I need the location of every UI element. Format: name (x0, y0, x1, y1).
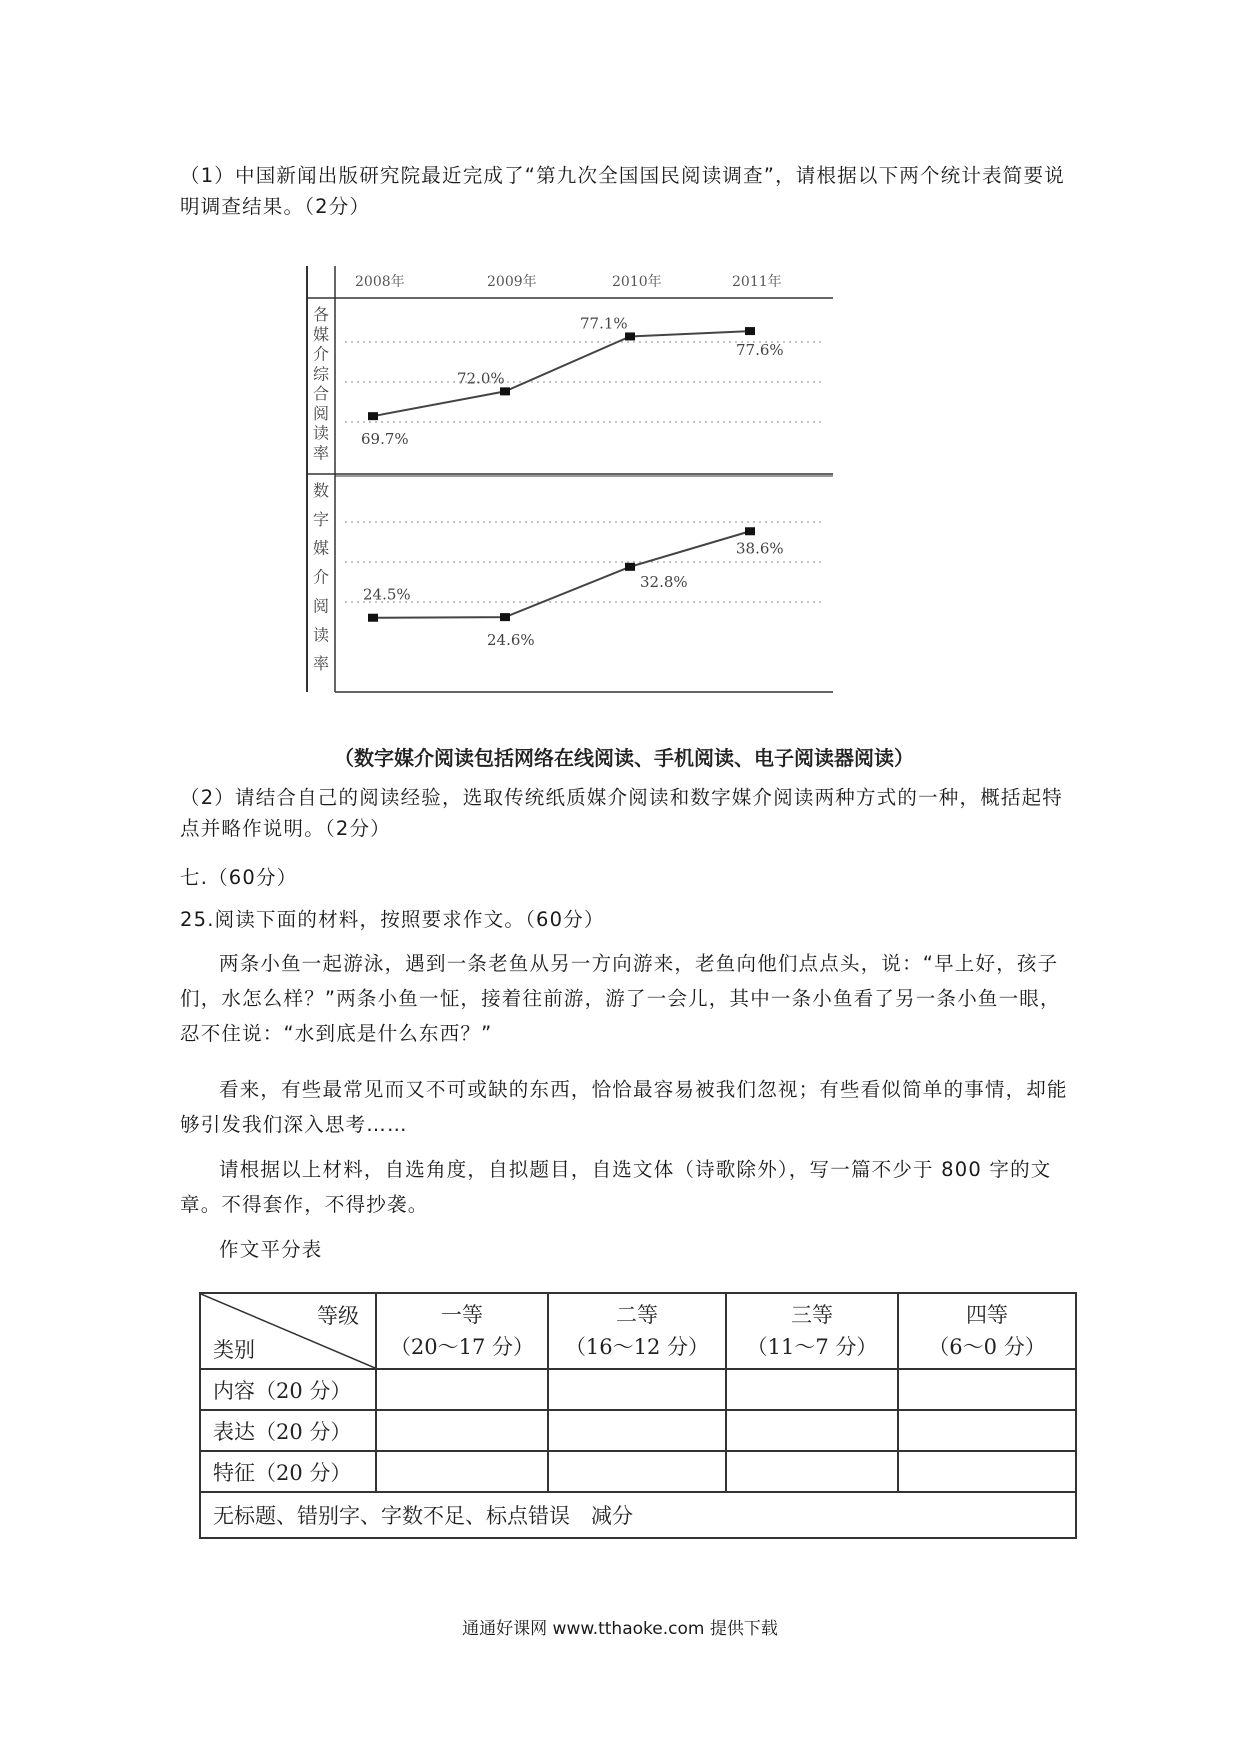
table-row (200, 1451, 1076, 1492)
data-label: 72.0% (457, 369, 505, 388)
corner-category-label: 类别 (213, 1338, 255, 1362)
scoring-table (199, 1292, 1077, 1539)
table-corner (200, 1293, 376, 1369)
x-tick-label: 2010年 (612, 274, 662, 290)
data-point (500, 613, 510, 621)
panel-label-char: 介 (313, 344, 330, 364)
grade-3-header: 三等 （11～7 分） (726, 1293, 898, 1369)
panel-label-char: 读 (313, 625, 330, 645)
data-label: 69.7% (361, 430, 409, 449)
panel-label-char: 综 (313, 364, 330, 384)
insight-paragraph: 看来，有些最常见而又不可或缺的东西，恰恰最容易被我们忽视；有些看似简单的事情，却能够引发我们深入思考…… (180, 1078, 1068, 1136)
reading-rate-chart (295, 262, 835, 702)
data-label: 77.1% (580, 314, 628, 333)
grade-1-header: 一等 （20～17 分） (376, 1293, 548, 1369)
panel-label-char: 阅 (313, 596, 330, 616)
panel-label-char: 合 (313, 384, 330, 403)
data-point (625, 563, 635, 571)
x-tick-label: 2009年 (487, 274, 537, 290)
panel-label-char: 介 (313, 567, 330, 587)
section-7-heading: 七.（60分） (180, 866, 298, 889)
data-point (368, 412, 378, 420)
deduction-row: 无标题、错别字、字数不足、标点错误 减分 (200, 1492, 1076, 1538)
table-title: 作文平分表 (219, 1238, 323, 1261)
data-point (745, 327, 755, 335)
data-point (625, 332, 635, 340)
panel-label-char: 字 (313, 509, 330, 529)
question-1: （1）中国新闻出版研究院最近完成了“第九次全国国民阅读调查”，请根据以下两个统计表简要说明调查结果。（2分） (180, 164, 1065, 218)
data-point (368, 614, 378, 622)
row-label-content: 内容（20 分） (200, 1369, 376, 1410)
panel-label-char: 读 (313, 423, 330, 443)
data-point (745, 527, 755, 535)
panel-label-char: 阅 (313, 403, 330, 423)
data-label: 38.6% (736, 539, 784, 558)
question-2: （2）请结合自己的阅读经验，选取传统纸质媒介阅读和数字媒介阅读两种方式的一种，概括起特点并略作说明。（2分） (180, 786, 1064, 840)
table-row (200, 1369, 1076, 1410)
x-tick-label: 2011年 (732, 274, 782, 290)
table-row (200, 1410, 1076, 1451)
corner-grade-label: 等级 (317, 1304, 359, 1328)
data-label: 24.5% (363, 585, 411, 604)
data-label: 77.6% (736, 341, 784, 360)
page-footer: 通通好课网 www.tthaoke.com 提供下载 (462, 1619, 778, 1639)
x-tick-label: 2008年 (355, 274, 405, 290)
data-point (500, 387, 510, 395)
panel-label-char: 各 (313, 305, 330, 324)
question-25: 25.阅读下面的材料，按照要求作文。（60分） (180, 908, 605, 931)
chart-caption: （数字媒介阅读包括网络在线阅读、手机阅读、电子阅读器阅读） (334, 746, 914, 770)
row-label-features: 特征（20 分） (200, 1451, 376, 1492)
panel-label-char: 媒 (313, 538, 330, 558)
panel-label-char: 数 (313, 481, 330, 500)
panel-label-char: 率 (313, 654, 330, 674)
story-paragraph: 两条小鱼一起游泳，遇到一条老鱼从另一方向游来，老鱼向他们点点头，说：“早上好，孩子们，水怎么样？”两条小鱼一怔，接着往前游，游了一会儿，其中一条小鱼看了另一条小鱼一眼，忍不住说：“水到底是什么东西？” (180, 952, 1061, 1045)
grade-4-header: 四等 （6～0 分） (898, 1293, 1076, 1369)
table-row (200, 1492, 1076, 1538)
requirement-paragraph: 请根据以上材料，自选角度，自拟题目，自选文体（诗歌除外），写一篇不少于 800 字的文章。不得套作，不得抄袭。 (180, 1158, 1052, 1216)
panel-label-char: 率 (313, 443, 330, 463)
series-line (373, 531, 750, 617)
row-label-expression: 表达（20 分） (200, 1410, 376, 1451)
series-line (373, 331, 750, 416)
data-label: 32.8% (640, 572, 688, 591)
data-label: 24.6% (487, 631, 535, 650)
panel-label-char: 媒 (313, 324, 330, 344)
grade-2-header: 二等 （16～12 分） (548, 1293, 726, 1369)
